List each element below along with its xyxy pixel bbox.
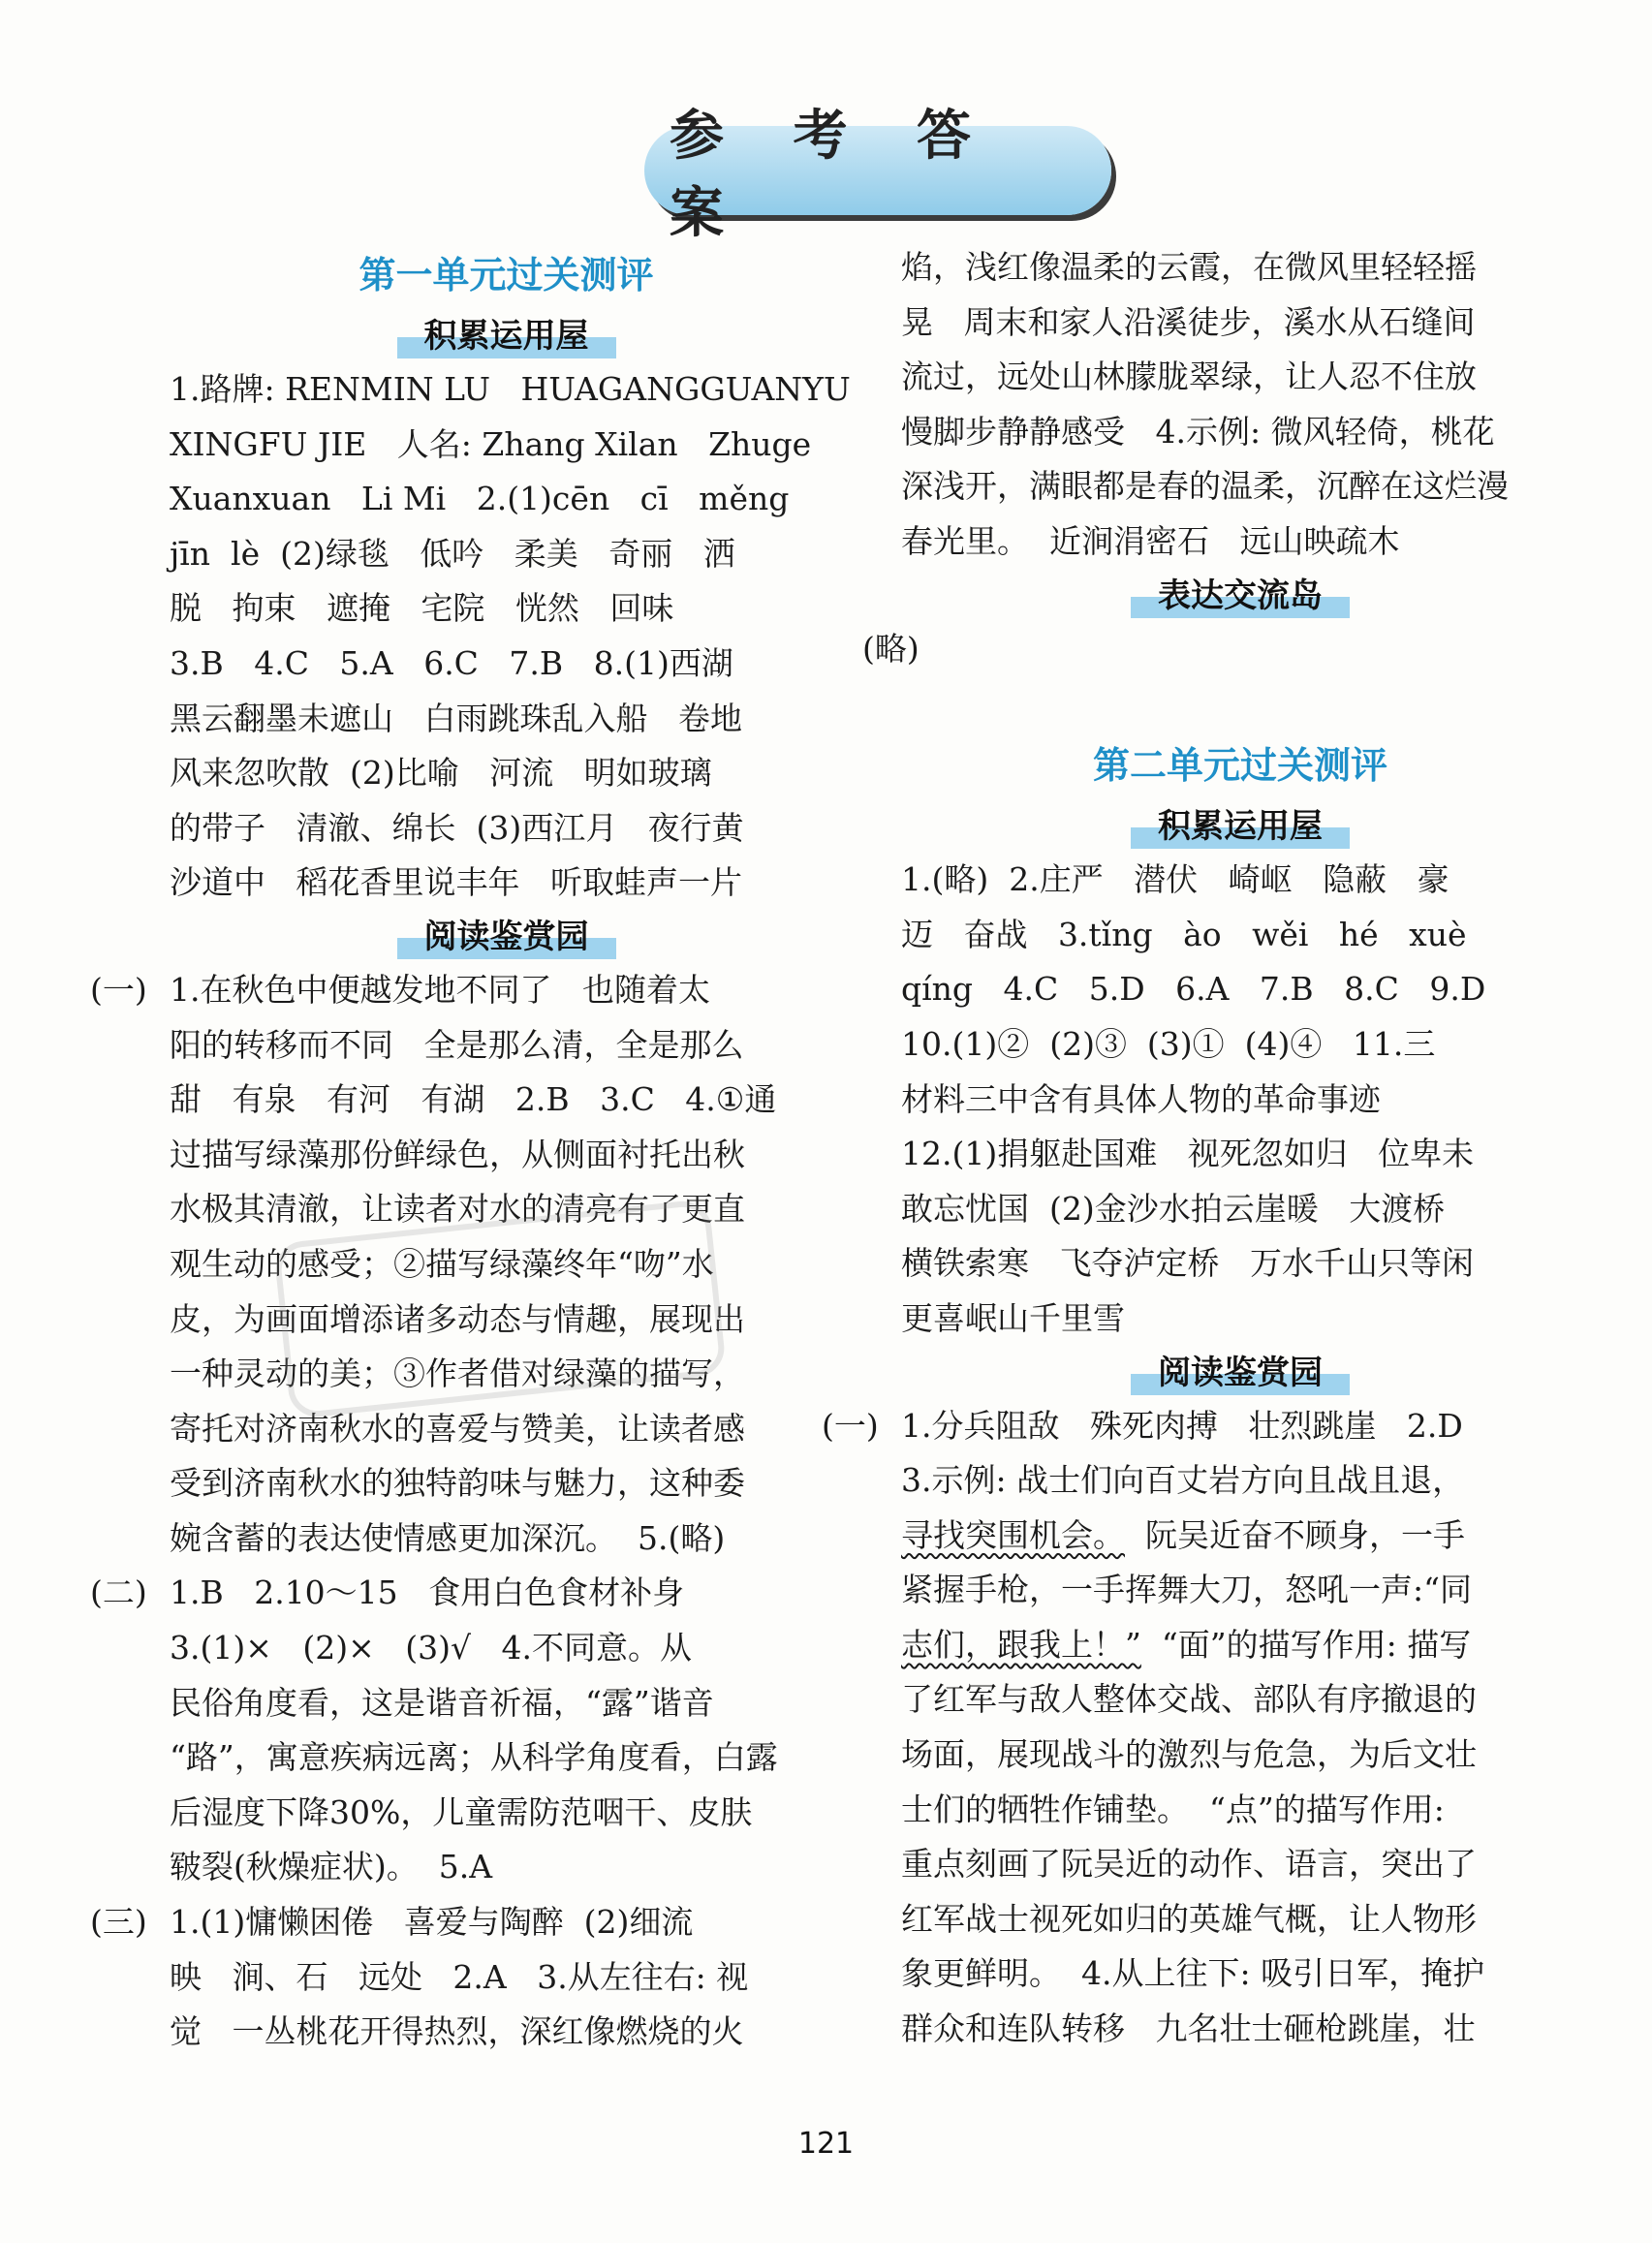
section-heading xyxy=(170,310,843,362)
left-column xyxy=(90,240,851,2060)
answer-line: 一种灵动的美；③作者借对绿藻的描写， xyxy=(170,1355,745,1393)
answer-line xyxy=(90,1895,843,1950)
answer-text: 阮吴近奋不顾身，一手 xyxy=(1125,1515,1465,1554)
page-number: 121 xyxy=(797,2127,855,2161)
unit-heading: 第一单元过关测评 xyxy=(358,254,654,296)
answer-line: 1.路牌: RENMIN LU HUAGANGGUANYU xyxy=(170,370,851,408)
spacer xyxy=(901,676,1579,731)
answer-line: 民俗角度看，这是谐音祈福，“露”谐音 xyxy=(170,1683,714,1722)
answer-line: 阳的转移而不同 全是那么清，全是那么 xyxy=(170,1025,744,1064)
answer-line: 3.B 4.C 5.A 6.C 7.B 8.(1)西湖 xyxy=(170,643,733,682)
answer-text: 1.分兵阻敌 殊死肉搏 壮烈跳崖 2.D xyxy=(901,1406,1463,1445)
underlined-text: 寻找突围机会。 xyxy=(901,1515,1125,1554)
answer-line: 慢脚步静静感受 4.示例: 微风轻倚，桃花 xyxy=(901,412,1495,451)
answer-line: 场面，展现战斗的激烈与危急，为后文壮 xyxy=(901,1735,1477,1774)
question-group-label: (二) xyxy=(90,1573,147,1612)
unit-heading: 第二单元过关测评 xyxy=(1092,744,1387,788)
answer-line: 春光里。 近涧涓密石 远山映疏木 xyxy=(901,521,1400,560)
section-heading-label: 表达交流岛 xyxy=(1138,570,1342,622)
answer-line: 重点刻画了阮吴近的动作、语言，突出了 xyxy=(901,1845,1477,1884)
section-heading xyxy=(170,911,843,963)
answer-text: “面”的描写作用: 描写 xyxy=(1140,1625,1472,1664)
answer-line: 焰，浅红像温柔的云霞，在微风里轻轻摇 xyxy=(901,248,1477,286)
answer-line: 的带子 清澈、绵长 (3)西江月 夜行黄 xyxy=(170,808,744,847)
answer-line: 3.示例: 战士们向百丈岩方向且战且退， xyxy=(901,1461,1465,1500)
answer-line xyxy=(901,1618,1579,1673)
answer-line: 寄托对济南秋水的喜爱与赞美，让读者感 xyxy=(170,1409,745,1448)
question-group-label: (一) xyxy=(90,970,147,1009)
answer-line: 水极其清澈，让读者对水的清亮有了更直 xyxy=(170,1190,745,1229)
answer-line: 紧握手枪，一手挥舞大刀，怒吼一声:“同 xyxy=(901,1571,1472,1609)
answer-line: 了红军与敌人整体交战、部队有序撤退的 xyxy=(901,1680,1477,1719)
section-heading xyxy=(901,570,1579,622)
answer-line: 更喜岷山千里雪 xyxy=(901,1298,1125,1337)
answer-line: 皮，为画面增添诸多动态与情趣，展现出 xyxy=(170,1299,745,1338)
answer-line: 10.(1)② (2)③ (3)① (4)④ 11.三 xyxy=(901,1024,1436,1063)
right-column xyxy=(822,240,1579,2057)
answer-text: 1.B 2.10～15 食用白色食材补身 xyxy=(170,1573,685,1612)
section-heading xyxy=(901,1347,1579,1399)
answer-line xyxy=(822,1399,1579,1454)
answer-text: 1.(1)慵懒困倦 喜爱与陶醉 (2)细流 xyxy=(170,1903,694,1942)
answer-line: 横铁索寒 飞夺泸定桥 万水千山只等闲 xyxy=(901,1244,1474,1283)
answer-line: Xuanxuan Li Mi 2.(1)cēn cī měng xyxy=(170,480,790,518)
answer-text: 1.在秋色中便越发地不同了 也随着太 xyxy=(170,970,710,1009)
section-heading-label: 积累运用屋 xyxy=(1138,800,1342,853)
answer-line: 敢忘忧国 (2)金沙水拍云崖暖 大渡桥 xyxy=(901,1189,1446,1228)
answer-title-banner xyxy=(644,104,1111,245)
page-title: 参 考 答 案 xyxy=(670,104,996,245)
answer-line: 群众和连队转移 九名壮士砸枪跳崖，壮 xyxy=(901,2009,1476,2048)
section-heading xyxy=(901,800,1579,853)
answer-line: 黑云翻墨未遮山 白雨跳珠乱入船 卷地 xyxy=(170,699,742,737)
answer-line: 材料三中含有具体人物的革命事迹 xyxy=(901,1079,1381,1118)
answer-line: 迈 奋战 3.tǐng ào wěi hé xuè xyxy=(901,915,1467,953)
answer-line xyxy=(90,963,843,1018)
answer-line xyxy=(901,1509,1579,1564)
answer-line: 1.(略) 2.庄严 潜伏 崎岖 隐蔽 豪 xyxy=(901,860,1449,899)
answer-line: 观生动的感受；②描写绿藻终年“吻”水 xyxy=(170,1244,714,1283)
answer-line: 甜 有泉 有河 有湖 2.B 3.C 4.①通 xyxy=(170,1080,777,1119)
answer-line: 士们的牺牲作铺垫。 “点”的描写作用: xyxy=(901,1790,1445,1828)
answer-line xyxy=(90,1566,843,1621)
answer-line: 深浅开，满眼都是春的温柔，沉醉在这烂漫 xyxy=(901,467,1509,506)
answer-line: 晃 周末和家人沿溪徒步，溪水从石缝间 xyxy=(901,302,1476,341)
answer-line: 沙道中 稻花香里说丰年 听取蛙声一片 xyxy=(170,863,742,902)
question-group-label: (三) xyxy=(90,1903,147,1942)
answer-line: 婉含蓄的表达使情感更加深沉。 5.(略) xyxy=(170,1518,726,1557)
answer-line: “路”，寓意疾病远离；从科学角度看，白露 xyxy=(170,1738,778,1777)
answer-line: jīn lè (2)绿毯 低吟 柔美 奇丽 洒 xyxy=(170,534,735,573)
underlined-text: 志们，跟我上！” xyxy=(901,1625,1141,1664)
answer-line: 映 涧、石 远处 2.A 3.从左往右: 视 xyxy=(170,1957,749,1996)
answer-line: 象更鲜明。 4.从上往下: 吸引日军，掩护 xyxy=(901,1954,1485,1993)
answer-line: 风来忽吹散 (2)比喻 河流 明如玻璃 xyxy=(170,754,712,793)
question-group-label: (一) xyxy=(822,1406,879,1445)
answer-line: 觉 一丛桃花开得热烈，深红像燃烧的火 xyxy=(170,2012,744,2051)
answer-line: qíng 4.C 5.D 6.A 7.B 8.C 9.D xyxy=(901,970,1486,1009)
answer-line: 后湿度下降30%，儿童需防范咽干、皮肤 xyxy=(170,1792,753,1831)
answer-line: 红军战士视死如归的英雄气概，让人物形 xyxy=(901,1899,1477,1938)
answer-line: 受到济南秋水的独特韵味与魅力，这种委 xyxy=(170,1464,745,1503)
answer-line: 脱 拘束 遮掩 宅院 恍然 回味 xyxy=(170,589,674,628)
answer-line: 流过，远处山林朦胧翠绿，让人忍不住放 xyxy=(901,358,1477,396)
answer-line: 皲裂(秋燥症状)。 5.A xyxy=(170,1848,493,1886)
answer-line: (略) xyxy=(862,629,920,668)
section-heading-label: 积累运用屋 xyxy=(405,310,608,362)
answer-line: 3.(1)× (2)× (3)√ 4.不同意。从 xyxy=(170,1629,692,1667)
answer-line: 过描写绿藻那份鲜绿色，从侧面衬托出秋 xyxy=(170,1135,745,1173)
section-heading-label: 阅读鉴赏园 xyxy=(1138,1347,1342,1399)
answer-line: 12.(1)捐躯赴国难 视死忽如归 位卑未 xyxy=(901,1135,1475,1173)
answer-line: XINGFU JIE 人名: Zhang Xilan Zhuge xyxy=(170,424,812,463)
section-heading-label: 阅读鉴赏园 xyxy=(405,911,608,963)
